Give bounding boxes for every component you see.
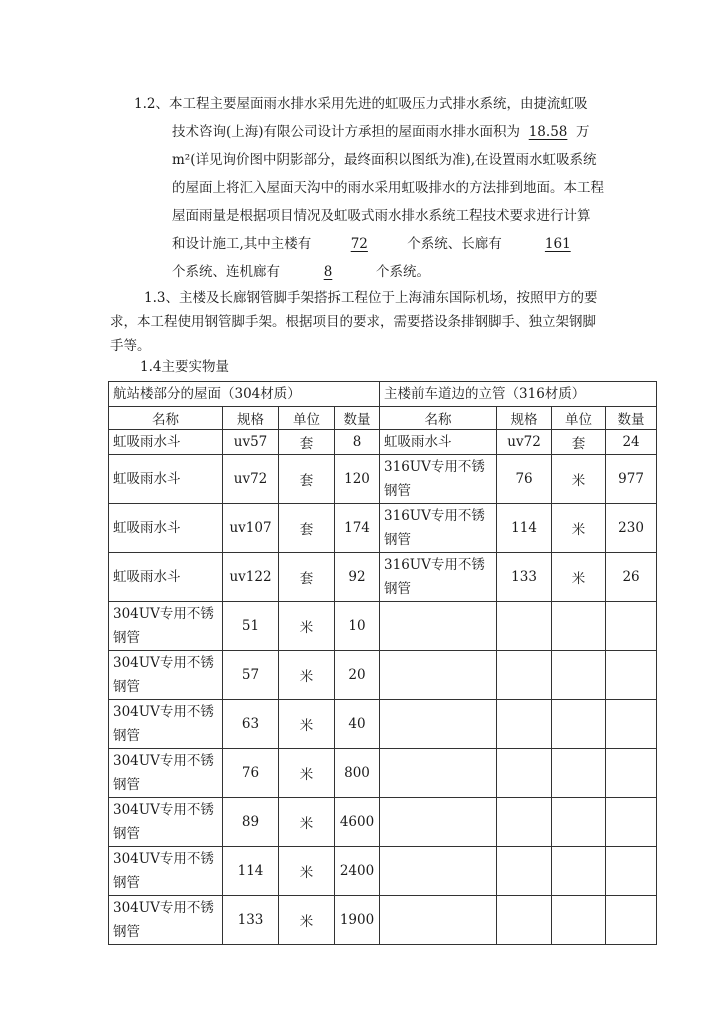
- table-row: [109, 847, 657, 896]
- cell-spec: uv72: [223, 455, 279, 504]
- cell-name: 304UV专用不锈钢管: [109, 749, 223, 798]
- cell-unit: 套: [279, 430, 335, 455]
- cell-name: [380, 896, 497, 945]
- cell-spec: 89: [223, 798, 279, 847]
- table-row: [109, 553, 657, 602]
- p12-line-7-text: 个系统、连机廊有: [172, 264, 280, 280]
- cell-unit: 米: [552, 553, 606, 602]
- cell-spec: 63: [223, 700, 279, 749]
- cell-spec: uv122: [223, 553, 279, 602]
- cell-spec: [497, 896, 552, 945]
- cell-name: 304UV专用不锈钢管: [109, 602, 223, 651]
- cell-unit: 米: [279, 896, 335, 945]
- cell-unit: [552, 749, 606, 798]
- cell-qty: 800: [335, 749, 380, 798]
- header-unit-right: 单位: [552, 407, 606, 430]
- table-row: [109, 651, 657, 700]
- cell-name: 304UV专用不锈钢管: [109, 847, 223, 896]
- paragraph-1-3: [110, 286, 670, 358]
- cell-qty: 10: [335, 602, 380, 651]
- cell-qty: 4600: [335, 798, 380, 847]
- cell-name: 虹吸雨水斗: [109, 553, 223, 602]
- header-spec-left: 规格: [223, 407, 279, 430]
- p12-line-4: 的屋面上将汇入屋面天沟中的雨水采用虹吸排水的方法排到地面。本工程: [172, 180, 604, 196]
- cell-name: 304UV专用不锈钢管: [109, 896, 223, 945]
- p12-line-2: [134, 118, 674, 146]
- section-header-row: [109, 382, 657, 407]
- cell-qty: 92: [335, 553, 380, 602]
- cell-name: [380, 700, 497, 749]
- p12-line-3: m²(详见询价图中阴影部分，最终面积以图纸为准),在设置雨水虹吸系统: [172, 152, 597, 168]
- cell-name: [380, 602, 497, 651]
- header-qty-right: 数量: [606, 407, 657, 430]
- table-row: [109, 749, 657, 798]
- cell-spec: 76: [497, 455, 552, 504]
- cell-unit: 米: [279, 651, 335, 700]
- cell-unit: 套: [279, 553, 335, 602]
- cell-spec: [497, 700, 552, 749]
- quantity-table: [108, 381, 657, 945]
- cell-name: 虹吸雨水斗: [109, 455, 223, 504]
- table-row: [109, 455, 657, 504]
- cell-name: 虹吸雨水斗: [109, 430, 223, 455]
- cell-name: 316UV专用不锈钢管: [380, 553, 497, 602]
- p12-line-6: [134, 230, 674, 258]
- header-spec-right: 规格: [497, 407, 552, 430]
- p12-line-7: [134, 258, 674, 286]
- cell-qty: [606, 749, 657, 798]
- table-row: [109, 602, 657, 651]
- cell-unit: 米: [279, 749, 335, 798]
- cell-spec: [497, 798, 552, 847]
- column-header-row: [109, 407, 657, 430]
- p12-line-1: 1.2、本工程主要屋面雨水排水采用先进的虹吸压力式排水系统，由捷流虹吸: [134, 96, 588, 112]
- cell-qty: 1900: [335, 896, 380, 945]
- table-row: [109, 504, 657, 553]
- cell-qty: 230: [606, 504, 657, 553]
- cell-unit: 米: [279, 798, 335, 847]
- cell-spec: [497, 749, 552, 798]
- connector-count: 8: [323, 264, 333, 280]
- cell-unit: [552, 798, 606, 847]
- p13-line-2: 求，本工程使用钢管脚手架。根据项目的要求，需要搭设条排钢脚手、独立架钢脚: [110, 314, 596, 330]
- section-heading-1-4: 1.4主要实物量: [140, 359, 229, 375]
- cell-name: 304UV专用不锈钢管: [109, 798, 223, 847]
- p12-line-7-end: 个系统。: [376, 264, 430, 280]
- cell-qty: 977: [606, 455, 657, 504]
- cell-qty: [606, 700, 657, 749]
- cell-spec: [497, 847, 552, 896]
- cell-name: 虹吸雨水斗: [380, 430, 497, 455]
- main-building-count: 72: [350, 236, 368, 252]
- header-name-right: 名称: [380, 407, 497, 430]
- cell-qty: 26: [606, 553, 657, 602]
- cell-qty: 24: [606, 430, 657, 455]
- cell-unit: [552, 651, 606, 700]
- cell-name: [380, 798, 497, 847]
- header-qty-left: 数量: [335, 407, 380, 430]
- cell-unit: 米: [552, 455, 606, 504]
- cell-spec: [497, 602, 552, 651]
- header-name-left: 名称: [109, 407, 223, 430]
- cell-qty: [606, 847, 657, 896]
- cell-name: [380, 651, 497, 700]
- table-row: [109, 798, 657, 847]
- p12-line-2-text: 技术咨询(上海)有限公司设计方承担的屋面雨水排水面积为: [172, 124, 521, 140]
- cell-qty: 2400: [335, 847, 380, 896]
- header-unit-left: 单位: [279, 407, 335, 430]
- p12-line-6-mid: 个系统、长廊有: [407, 236, 502, 252]
- cell-spec: 114: [497, 504, 552, 553]
- cell-qty: [606, 602, 657, 651]
- cell-unit: [552, 847, 606, 896]
- cell-spec: uv72: [497, 430, 552, 455]
- cell-unit: [552, 700, 606, 749]
- p12-line-5: 屋面雨量是根据项目情况及虹吸式雨水排水系统工程技术要求进行计算: [172, 208, 591, 224]
- cell-unit: 米: [279, 700, 335, 749]
- left-section-title: 航站楼部分的屋面（304材质）: [109, 382, 380, 407]
- cell-spec: [497, 651, 552, 700]
- cell-unit: 套: [279, 455, 335, 504]
- cell-qty: 120: [335, 455, 380, 504]
- cell-qty: 20: [335, 651, 380, 700]
- cell-name: 316UV专用不锈钢管: [380, 455, 497, 504]
- right-section-title: 主楼前车道边的立管（316材质）: [380, 382, 657, 407]
- cell-unit: [552, 602, 606, 651]
- table-row: [109, 430, 657, 455]
- paragraph-1-2: [134, 90, 674, 286]
- cell-qty: [606, 798, 657, 847]
- cell-name: 304UV专用不锈钢管: [109, 700, 223, 749]
- cell-name: 316UV专用不锈钢管: [380, 504, 497, 553]
- cell-name: [380, 847, 497, 896]
- cell-qty: [606, 896, 657, 945]
- cell-spec: 76: [223, 749, 279, 798]
- cell-unit: 套: [552, 430, 606, 455]
- cell-spec: 133: [497, 553, 552, 602]
- cell-unit: 米: [552, 504, 606, 553]
- cell-qty: 40: [335, 700, 380, 749]
- cell-spec: uv107: [223, 504, 279, 553]
- cell-name: 虹吸雨水斗: [109, 504, 223, 553]
- p13-line-1: 1.3、主楼及长廊钢管脚手架搭拆工程位于上海浦东国际机场，按照甲方的要: [144, 290, 598, 306]
- cell-qty: [606, 651, 657, 700]
- cell-spec: 133: [223, 896, 279, 945]
- corridor-count: 161: [544, 236, 571, 252]
- cell-unit: 米: [279, 602, 335, 651]
- cell-spec: 57: [223, 651, 279, 700]
- cell-spec: uv57: [223, 430, 279, 455]
- p12-unit: 万: [576, 124, 590, 140]
- cell-unit: [552, 896, 606, 945]
- cell-qty: 174: [335, 504, 380, 553]
- cell-spec: 114: [223, 847, 279, 896]
- area-value: 18.58: [528, 124, 568, 140]
- cell-spec: 51: [223, 602, 279, 651]
- p12-line-6-text: 和设计施工,其中主楼有: [172, 236, 312, 252]
- p13-line-3: 手等。: [110, 338, 151, 354]
- cell-unit: 套: [279, 504, 335, 553]
- table-row: [109, 896, 657, 945]
- cell-name: [380, 749, 497, 798]
- cell-unit: 米: [279, 847, 335, 896]
- cell-qty: 8: [335, 430, 380, 455]
- table-row: [109, 700, 657, 749]
- cell-name: 304UV专用不锈钢管: [109, 651, 223, 700]
